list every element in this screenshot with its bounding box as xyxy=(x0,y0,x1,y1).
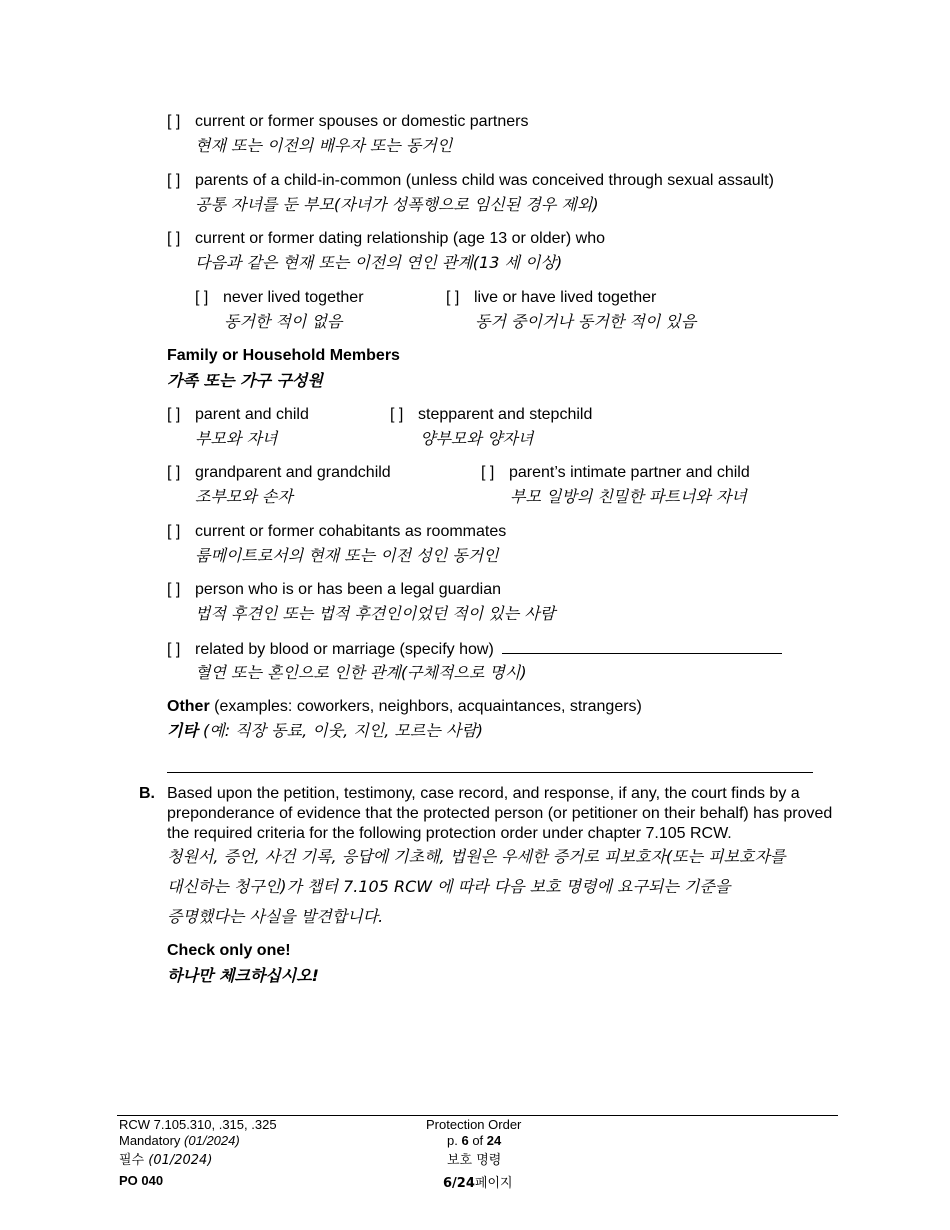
checkbox-item-blood-marriage[interactable] xyxy=(167,639,782,660)
footer-mandatory-ko xyxy=(119,1151,212,1171)
item-label: current or former cohabitants as roommates xyxy=(195,523,507,540)
item-label-ko: 혈연 또는 혼인으로 인한 관계(구체적으로 명시) xyxy=(195,663,527,682)
item-label-ko: 룸메이트로서의 현재 또는 이전 성인 동거인 xyxy=(195,546,499,565)
checkbox-item-cohabitants[interactable] xyxy=(167,522,506,542)
item-label: related by blood or marriage (specify how) xyxy=(195,641,494,658)
section-b-text-ko-1: 청원서, 증언, 사건 기록, 응답에 기초해, 법원은 우세한 증거로 피보호자(또는 피보호자를 xyxy=(167,847,786,866)
checkbox-item-parent-child[interactable] xyxy=(167,405,309,425)
page-ko-number: 6/24 xyxy=(443,1176,475,1191)
checkbox[interactable]: [ ] xyxy=(167,464,181,481)
item-label: stepparent and stepchild xyxy=(418,406,593,423)
checkbox-item-intimate-partner[interactable] xyxy=(481,463,750,483)
page-of: of xyxy=(468,1133,487,1148)
item-label-ko: 양부모와 양자녀 xyxy=(420,429,534,448)
item-label-ko: 동거 중이거나 동거한 적이 있음 xyxy=(475,312,697,331)
item-label: current or former spouses or domestic partners xyxy=(195,113,529,130)
item-label: parents of a child-in-common (unless child was conceived through sexual assault) xyxy=(195,172,774,189)
item-label: person who is or has been a legal guardian xyxy=(195,581,501,598)
item-label-ko: 법적 후견인 또는 법적 후견인이었던 적이 있는 사람 xyxy=(195,604,556,623)
footer-rcw: RCW 7.105.310, .315, .325 xyxy=(119,1117,277,1132)
footer-page xyxy=(447,1131,501,1151)
checkbox[interactable]: [ ] xyxy=(167,113,181,130)
checkbox-item-legal-guardian[interactable] xyxy=(167,580,501,600)
item-label-ko: 공통 자녀를 둔 부모(자녀가 성폭행으로 임신된 경우 제외) xyxy=(195,195,599,214)
item-label-ko: 부모 일방의 친밀한 파트너와 자녀 xyxy=(510,487,747,506)
checkbox[interactable]: [ ] xyxy=(167,172,181,189)
mandatory-ko-label: 필수 xyxy=(119,1153,149,1168)
item-label-ko: 다음과 같은 현재 또는 이전의 연인 관계(13 세 이상) xyxy=(195,253,563,272)
section-letter: B. xyxy=(139,785,155,802)
checkbox-item-spouses[interactable] xyxy=(167,112,528,132)
other-heading-ko xyxy=(167,721,483,741)
footer-title: Protection Order xyxy=(426,1117,522,1132)
checkbox-item-never-lived-together[interactable] xyxy=(195,288,364,308)
item-label-ko: 조부모와 손자 xyxy=(195,487,293,506)
section-b-text: Based upon the petition, testimony, case record, and response, if any, the court finds by a preponderance of evidence that the protected person (or petitioner on their behalf) has proved the required criteria for the following protection order under chapter 7.105 RCW. xyxy=(167,785,833,842)
checkbox-item-stepparent[interactable] xyxy=(390,405,592,425)
item-label: live or have lived together xyxy=(474,289,657,306)
item-label: current or former dating relationship (age 13 or older) who xyxy=(195,230,605,247)
footer-form-id: PO 040 xyxy=(119,1173,164,1188)
checkbox[interactable]: [ ] xyxy=(167,406,181,423)
mandatory-label: Mandatory xyxy=(119,1133,185,1148)
section-b-text-ko-3: 증명했다는 사실을 발견합니다. xyxy=(167,907,384,926)
checkbox[interactable]: [ ] xyxy=(481,464,495,481)
item-label-ko: 현재 또는 이전의 배우자 또는 동거인 xyxy=(195,136,453,155)
check-only-one: Check only one! xyxy=(167,942,291,959)
item-label-ko: 동거한 적이 없음 xyxy=(224,312,343,331)
checkbox-item-parents-child-in-common[interactable] xyxy=(167,171,774,191)
footer-page-ko xyxy=(443,1174,513,1194)
checkbox[interactable]: [ ] xyxy=(390,406,404,423)
family-heading: Family or Household Members xyxy=(167,347,400,364)
other-examples: (examples: coworkers, neighbors, acquaintances, strangers) xyxy=(209,698,642,715)
item-label: parent and child xyxy=(195,406,309,423)
footer-title-ko: 보호 명령 xyxy=(447,1153,502,1168)
checkbox[interactable]: [ ] xyxy=(195,289,209,306)
other-examples-ko: (예: 직장 동료, 이웃, 지인, 모르는 사람) xyxy=(197,721,484,740)
item-label: never lived together xyxy=(223,289,364,306)
item-label: grandparent and grandchild xyxy=(195,464,391,481)
checkbox-item-grandparent[interactable] xyxy=(167,463,391,483)
page-prefix: p. xyxy=(447,1133,462,1148)
item-label-ko: 부모와 자녀 xyxy=(195,429,278,448)
checkbox[interactable]: [ ] xyxy=(167,581,181,598)
checkbox-item-dating[interactable] xyxy=(167,229,605,249)
family-heading-ko: 가족 또는 가구 구성원 xyxy=(167,371,323,390)
page-ko-suffix: 페이지 xyxy=(474,1176,513,1191)
page-number: 6 xyxy=(461,1133,469,1148)
footer-mandatory xyxy=(119,1131,240,1151)
checkbox-item-lived-together[interactable] xyxy=(446,288,656,308)
checkbox[interactable]: [ ] xyxy=(167,523,181,540)
checkbox[interactable]: [ ] xyxy=(167,230,181,247)
specify-how-field[interactable] xyxy=(502,639,782,654)
page-total: 24 xyxy=(486,1133,502,1148)
checkbox[interactable]: [ ] xyxy=(167,641,181,658)
other-label: Other xyxy=(167,698,210,715)
checkbox[interactable]: [ ] xyxy=(446,289,460,306)
other-heading xyxy=(167,697,642,717)
mandatory-ko-date: (01/2024) xyxy=(148,1153,213,1168)
check-only-one-ko: 하나만 체크하십시오! xyxy=(167,966,319,985)
other-specify-field[interactable] xyxy=(167,772,813,773)
other-label-ko: 기타 xyxy=(167,721,198,740)
mandatory-date: (01/2024) xyxy=(184,1133,240,1148)
section-b-text-ko-2: 대신하는 청구인)가 챕터 7.105 RCW 에 따라 다음 보호 명령에 요구되는 기준을 xyxy=(167,877,731,896)
item-label: parent’s intimate partner and child xyxy=(509,464,750,481)
